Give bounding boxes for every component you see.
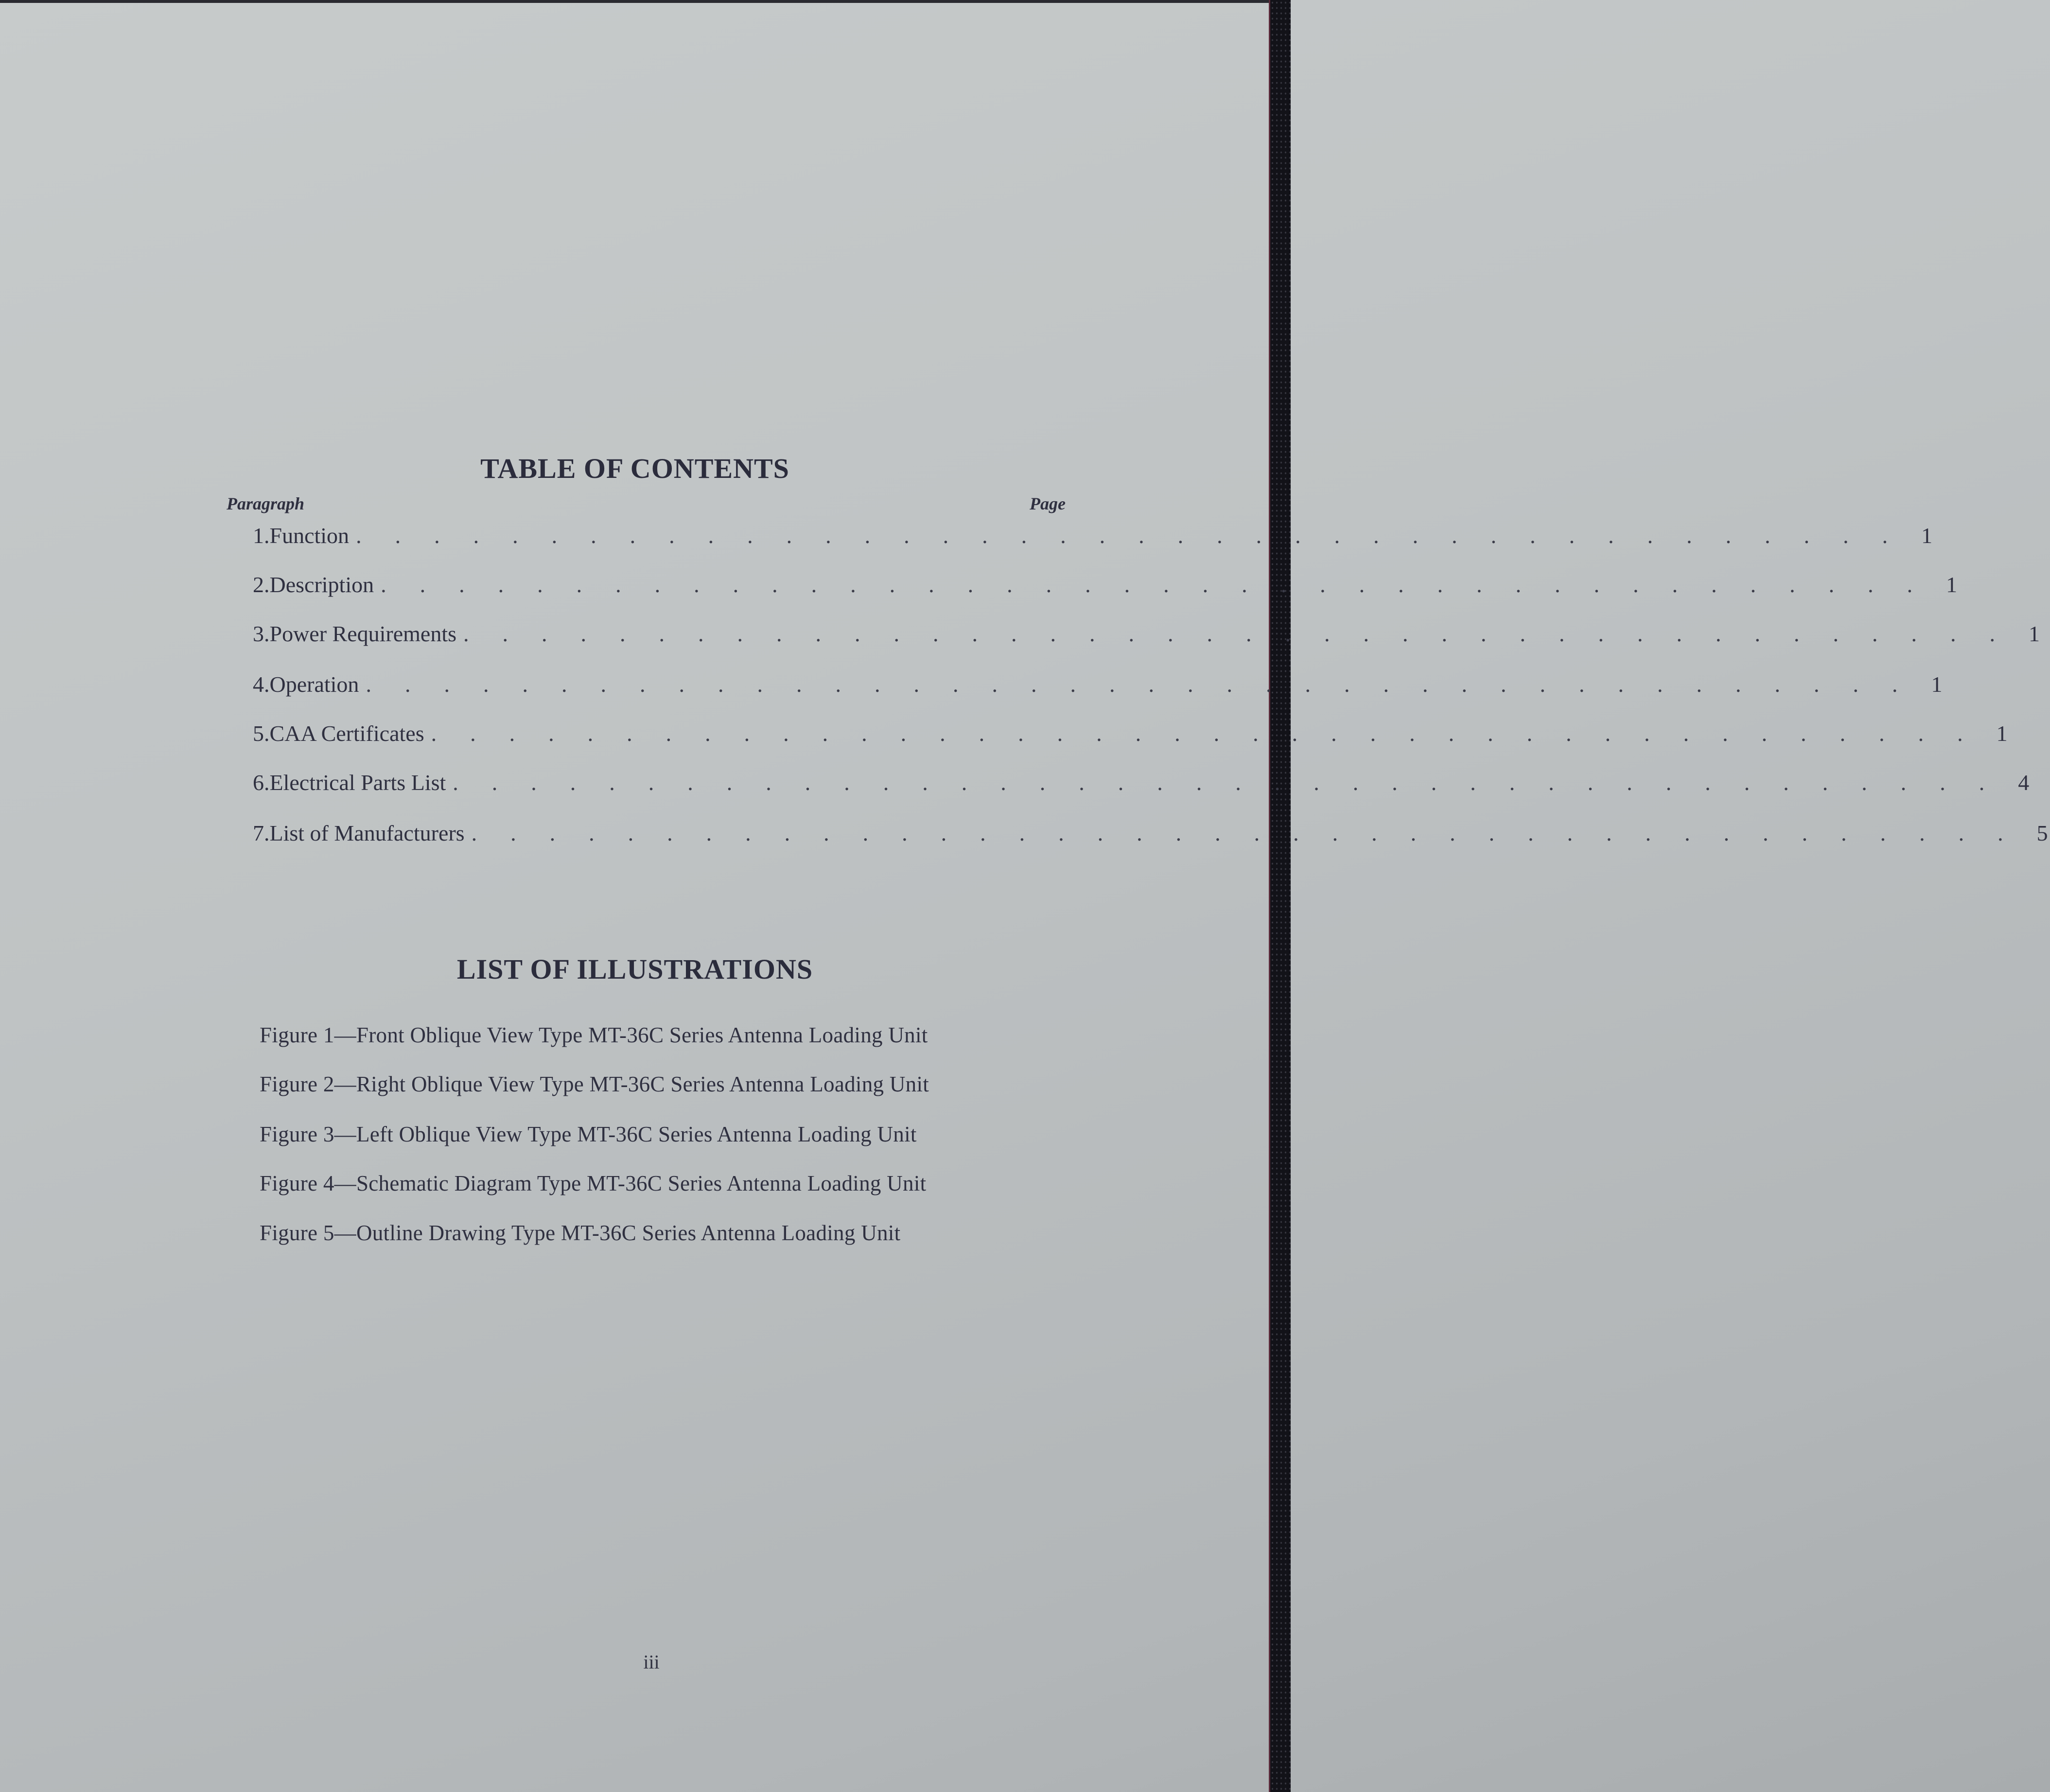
toc-entry-page: 1 bbox=[2029, 621, 2040, 646]
figure-entry: Figure 1—Front Oblique View Type MT-36C Series Antenna Loading Unit bbox=[260, 1023, 928, 1047]
figure-entry: Figure 2—Right Oblique View Type MT-36C Series Antenna Loading Unit bbox=[260, 1072, 929, 1096]
leader-dots: . . . . . . . . . . . . . . . . . . . . . . . . . . . . . . . . . . . . . . . . bbox=[366, 672, 1931, 697]
toc-entry-number: 3. bbox=[253, 621, 270, 646]
toc-entry-number: 2. bbox=[253, 572, 270, 597]
illustrations-title: LIST OF ILLUSTRATIONS bbox=[456, 953, 813, 985]
toc-entry-page: 1 bbox=[1931, 672, 1943, 697]
toc-entry-number: 1. bbox=[253, 523, 270, 548]
toc-entry-page: 1 bbox=[1946, 572, 1958, 597]
toc-entry-number: 5. bbox=[253, 721, 270, 746]
toc-entry bbox=[253, 770, 2030, 799]
toc-entry-number: 7. bbox=[253, 821, 270, 845]
toc-entry bbox=[253, 621, 2040, 650]
toc-entry bbox=[253, 820, 2048, 849]
figure-entry: Figure 5—Outline Drawing Type MT-36C Series Antenna Loading Unit bbox=[260, 1221, 901, 1245]
toc-entry bbox=[253, 671, 1943, 701]
toc-entry bbox=[253, 572, 1958, 601]
toc-entry-label: Description bbox=[269, 572, 374, 597]
leader-dots: . . . . . . . . . . . . . . . . . . . . . . . . . . . . . . . . . . . . . . . . bbox=[453, 770, 2018, 795]
toc-entry bbox=[253, 720, 2008, 750]
toc-entry-page: 1 bbox=[1996, 721, 2008, 746]
page-number: iii bbox=[643, 1651, 660, 1673]
toc-entry-label: Function bbox=[269, 523, 350, 548]
binding-edge bbox=[1269, 0, 1291, 1792]
leader-dots: . . . . . . . . . . . . . . . . . . . . . . . . . . . . . . . . . . . . . . . . bbox=[431, 721, 1997, 746]
toc-entry-page: 4 bbox=[2018, 770, 2030, 795]
toc-entry-label: Operation bbox=[269, 672, 359, 697]
toc-entry-label: CAA Certificates bbox=[269, 721, 424, 746]
leader-dots: . . . . . . . . . . . . . . . . . . . . . . . . . . . . . . . . . . . . . . . . bbox=[356, 523, 1922, 548]
figure-entry: Figure 4—Schematic Diagram Type MT-36C Series Antenna Loading Unit bbox=[260, 1171, 927, 1195]
toc-title: TABLE OF CONTENTS bbox=[480, 453, 789, 484]
toc-entry-page: 5 bbox=[2036, 821, 2048, 845]
toc-entry-label: Power Requirements bbox=[269, 621, 457, 646]
toc-entry-number: 6. bbox=[253, 770, 270, 795]
toc-entry-label: List of Manufacturers bbox=[269, 821, 465, 845]
leader-dots: . . . . . . . . . . . . . . . . . . . . . . . . . . . . . . . . . . . . . . . . bbox=[463, 621, 2029, 646]
toc-entry bbox=[253, 523, 1933, 552]
leader-dots: . . . . . . . . . . . . . . . . . . . . . . . . . . . . . . . . . . . . . . . . bbox=[471, 821, 2037, 845]
toc-entry-label: Electrical Parts List bbox=[269, 770, 446, 795]
toc-entry-number: 4. bbox=[253, 672, 270, 697]
col-paragraph: Paragraph bbox=[227, 494, 305, 513]
col-page: Page bbox=[1030, 494, 1066, 513]
leader-dots: . . . . . . . . . . . . . . . . . . . . . . . . . . . . . . . . . . . . . . . . bbox=[381, 572, 1946, 597]
page-top-edge bbox=[0, 0, 1291, 3]
figure-entry: Figure 3—Left Oblique View Type MT-36C Series Antenna Loading Unit bbox=[260, 1122, 917, 1146]
toc-entry-page: 1 bbox=[1921, 523, 1933, 548]
